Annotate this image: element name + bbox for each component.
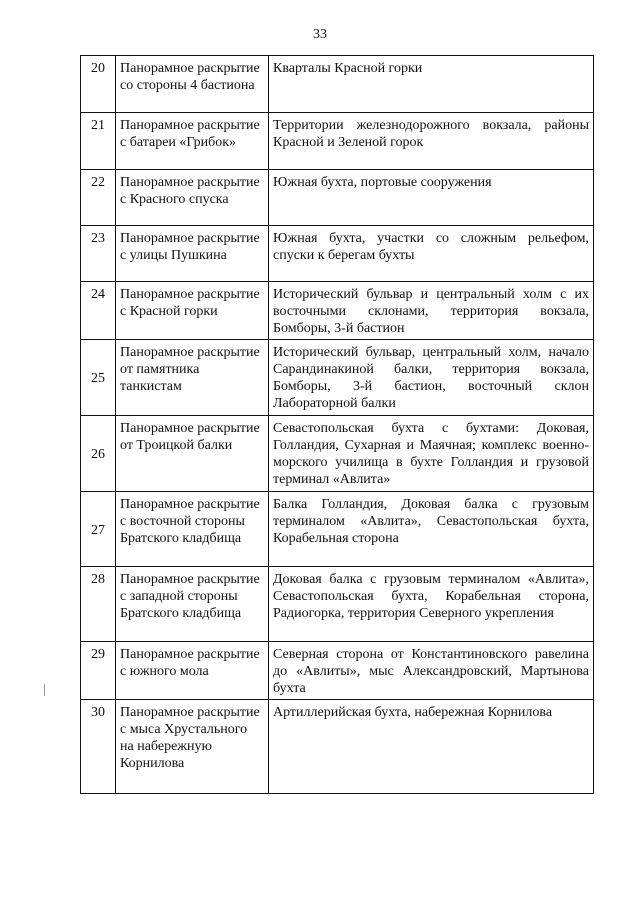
viewpoint-cell: Панорамное раскрытие от Троицкой балки (116, 416, 269, 492)
scan-mark (44, 684, 45, 696)
row-number: 23 (81, 226, 116, 282)
viewpoint-cell: Панорамное раскрытие с западной стороны Братского кладбища (116, 567, 269, 642)
view-description-cell: Доковая балка с грузовым терминалом «Авлита», Севастопольская бухта, Корабельная сторона, Радиогорка, территория Северного укрепления (269, 567, 594, 642)
table-row (81, 492, 594, 567)
view-description-cell: Кварталы Красной горки (269, 56, 594, 113)
page-number: 33 (313, 27, 327, 42)
row-number: 24 (81, 282, 116, 340)
viewpoint-cell: Панорамное раскрытие с восточной стороны Братского кладбища (116, 492, 269, 567)
view-description-cell: Территории железнодорожного вокзала, районы Красной и Зеленой горок (269, 113, 594, 170)
row-number: 27 (81, 492, 116, 567)
viewpoint-cell: Панорамное раскрытие с улицы Пушкина (116, 226, 269, 282)
table-row (81, 700, 594, 794)
row-number: 28 (81, 567, 116, 642)
view-description-cell: Северная сторона от Константиновского равелина до «Авлиты», мыс Александровский, Мартынова бухта (269, 642, 594, 700)
row-number: 26 (81, 416, 116, 492)
row-number: 30 (81, 700, 116, 794)
table-row (81, 170, 594, 226)
viewpoint-cell: Панорамное раскрытие с Красной горки (116, 282, 269, 340)
table-row (81, 340, 594, 416)
table-row (81, 282, 594, 340)
view-description-cell: Исторический бульвар, центральный холм, начало Сарандинакиной балки, территория вокзала, Бомборы, 3-й бастион, восточный склон Лабораторной балки (269, 340, 594, 416)
view-description-cell: Артиллерийская бухта, набережная Корнилова (269, 700, 594, 794)
table-row (81, 113, 594, 170)
view-description-cell: Балка Голландия, Доковая балка с грузовым терминалом «Авлита», Севастопольская бухта, Корабельная сторона (269, 492, 594, 567)
table-row (81, 567, 594, 642)
viewpoint-table (80, 55, 594, 794)
row-number: 25 (81, 340, 116, 416)
view-description-cell: Исторический бульвар и центральный холм с их восточными склонами, территория вокзала, Бомборы, 3-й бастион (269, 282, 594, 340)
table-row (81, 642, 594, 700)
row-number: 22 (81, 170, 116, 226)
viewpoint-cell: Панорамное раскрытие со стороны 4 бастиона (116, 56, 269, 113)
viewpoint-cell: Панорамное раскрытие с мыса Хрустального на набережную Корнилова (116, 700, 269, 794)
table-row (81, 56, 594, 113)
viewpoint-cell: Панорамное раскрытие с Красного спуска (116, 170, 269, 226)
view-description-cell: Южная бухта, портовые сооружения (269, 170, 594, 226)
table-row (81, 226, 594, 282)
viewpoint-cell: Панорамное раскрытие с южного мола (116, 642, 269, 700)
viewpoint-cell: Панорамное раскрытие от памятника танкистам (116, 340, 269, 416)
viewpoint-cell: Панорамное раскрытие с батареи «Грибок» (116, 113, 269, 170)
view-description-cell: Севастопольская бухта с бухтами: Доковая, Голландия, Сухарная и Маячная; комплекс военно-морского училища в бухте Голландия и грузовой терминал «Авлита» (269, 416, 594, 492)
row-number: 29 (81, 642, 116, 700)
row-number: 21 (81, 113, 116, 170)
view-description-cell: Южная бухта, участки со сложным рельефом, спуски к берегам бухты (269, 226, 594, 282)
table-row (81, 416, 594, 492)
row-number: 20 (81, 56, 116, 113)
